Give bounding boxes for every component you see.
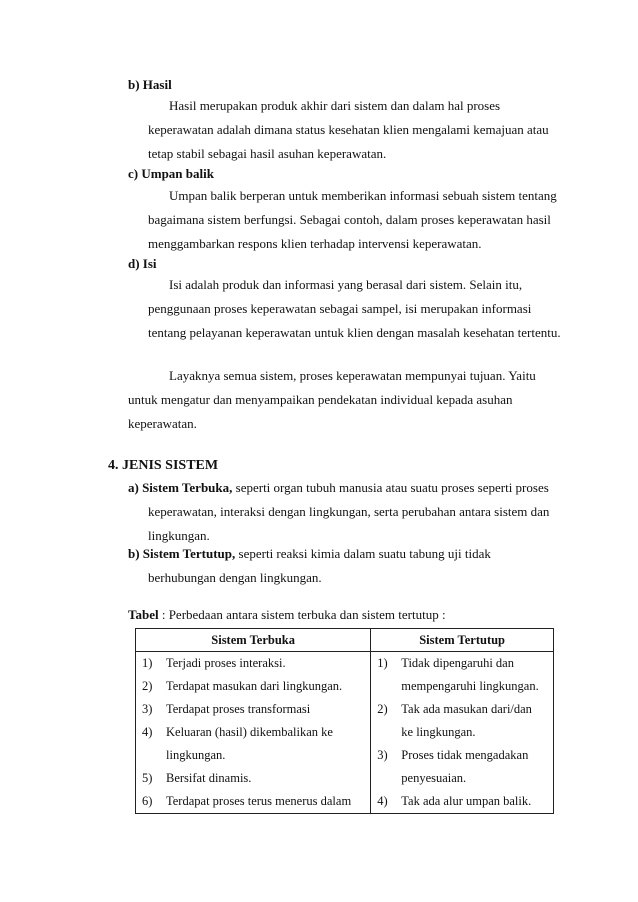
sistem-tertutup-line-2: berhubungan dengan lingkungan. [148,570,322,585]
hasil-heading: b) Hasil [128,77,172,92]
sistem-terbuka-line-2: keperawatan, interaksi dengan lingkungan, serta perubahan antara sistem dan [148,504,550,519]
list-item: 2) Tak ada masukan dari/dan [377,702,532,716]
list-item: 5) Bersifat dinamis. [142,771,252,785]
isi-heading: d) Isi [128,256,157,271]
table-header-row [136,629,554,652]
umpan-balik-heading: c) Umpan balik [128,166,214,181]
umpan-balik-line-2: bagaimana sistem berfungsi. Sebagai contoh, dalam proses keperawatan hasil [148,212,551,227]
hasil-line-2: keperawatan adalah dimana status kesehatan klien mengalami kemajuan atau [148,122,549,137]
list-item: 4) Tak ada alur umpan balik. [377,794,532,808]
list-item: lingkungan. [166,748,226,762]
sistem-terbuka-line-1 [128,480,549,496]
umpan-balik-line-1: Umpan balik berperan untuk memberikan informasi sebuah sistem tentang [169,188,557,203]
hasil-line-1: Hasil merupakan produk akhir dari sistem dan dalam hal proses [169,98,501,113]
sistem-tertutup-label: b) Sistem Tertutup, [128,546,236,561]
isi-line-3: tentang pelayanan keperawatan untuk klien dengan masalah kesehatan tertentu. [148,325,561,340]
list-item: 2) Terdapat masukan dari lingkungan. [142,679,343,693]
sistem-terbuka-desc: seperti organ tubuh manusia atau suatu proses seperti proses [235,480,549,495]
isi-line-1: Isi adalah produk dan informasi yang berasal dari sistem. Selain itu, [169,277,523,292]
paragraph-line-3: keperawatan. [128,416,197,431]
header-sistem-tertutup: Sistem Tertutup [371,629,554,652]
list-item: 1) Terjadi proses interaksi. [142,656,286,670]
sistem-terbuka-line-3: lingkungan. [148,528,210,543]
sistem-terbuka-cell [136,652,371,814]
sistem-tertutup-desc: seperti reaksi kimia dalam suatu tabung uji tidak [238,546,491,561]
header-sistem-terbuka: Sistem Terbuka [136,629,371,652]
hasil-line-3: tetap stabil sebagai hasil asuhan keperawatan. [148,146,387,161]
table-caption [128,607,446,623]
comparison-table [135,628,554,814]
table-row [136,652,554,814]
umpan-balik-line-3: menggambarkan respons klien terhadap intervensi keperawatan. [148,236,482,251]
list-item: 1) Tidak dipengaruhi dan [377,656,514,670]
table-caption-text: : Perbedaan antara sistem terbuka dan sistem tertutup : [158,607,446,622]
sistem-tertutup-line-1 [128,546,491,562]
list-item: 3) Terdapat proses transformasi [142,702,311,716]
table-caption-label: Tabel [128,607,159,622]
isi-line-2: penggunaan proses keperawatan sebagai sampel, isi merupakan informasi [148,301,532,316]
paragraph-line-2: untuk mengatur dan menyampaikan pendekatan individual kepada asuhan [128,392,513,407]
list-item: 3) Proses tidak mengadakan [377,748,529,762]
list-item: mempengaruhi lingkungan. [401,679,539,693]
list-item: 4) Keluaran (hasil) dikembalikan ke [142,725,333,739]
section-4-heading: 4. JENIS SISTEM [108,458,219,473]
list-item: 6) Terdapat proses terus menerus dalam [142,794,352,808]
sistem-tertutup-cell [371,652,554,814]
list-item: penyesuaian. [401,771,467,785]
paragraph-line-1: Layaknya semua sistem, proses keperawatan mempunyai tujuan. Yaitu [169,368,536,383]
list-item: ke lingkungan. [401,725,476,739]
sistem-terbuka-label: a) Sistem Terbuka, [128,480,233,495]
